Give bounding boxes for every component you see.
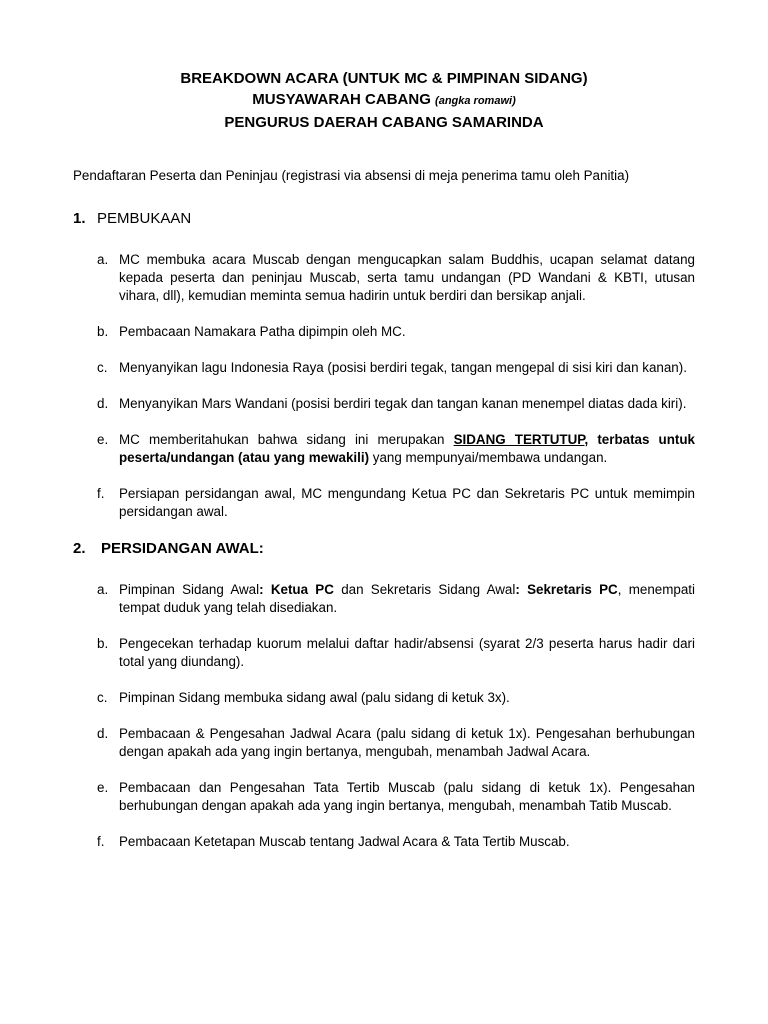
section-title: PEMBUKAAN (97, 210, 192, 227)
section-title: PERSIDANGAN AWAL: (101, 540, 264, 557)
item-text: Menyanyikan Mars Wandani (posisi berdiri tegak dan tangan kanan menempel diatas dada kiri). (119, 396, 687, 411)
item-text: Menyanyikan lagu Indonesia Raya (posisi berdiri tegak, tangan mengepal di sisi kiri dan kanan). (119, 360, 687, 375)
item-letter: b. (97, 636, 109, 651)
list-item (73, 485, 695, 521)
header-subtitle-main: MUSYAWARAH CABANG (252, 91, 431, 108)
list-item (73, 323, 695, 341)
section-pembukaan-list (73, 251, 695, 521)
list-item (73, 431, 695, 467)
item-text-part: , menempati tempat duduk yang telah disediakan. (119, 582, 695, 615)
section-number: 1. (73, 210, 86, 227)
item-letter: e. (97, 432, 109, 447)
item-text-bold: : Ketua PC (259, 582, 334, 597)
sidang-tertutup-emphasis: SIDANG TERTUTUP (453, 432, 585, 447)
item-letter: d. (97, 726, 109, 741)
item-text: Pembacaan Ketetapan Muscab tentang Jadwal Acara & Tata Tertib Muscab. (119, 834, 570, 849)
item-letter: f. (97, 834, 105, 849)
item-letter: c. (97, 360, 108, 375)
document-header (73, 68, 695, 133)
item-letter: a. (97, 252, 109, 267)
header-subtitle-note: (angka romawi) (435, 95, 516, 107)
section-persidangan-awal-list (73, 581, 695, 851)
header-title: BREAKDOWN ACARA (UNTUK MC & PIMPINAN SIDANG) (180, 70, 588, 87)
item-text-bold: : Sekretaris PC (515, 582, 618, 597)
item-text: Pengecekan terhadap kuorum melalui daftar hadir/absensi (syarat 2/3 peserta harus hadir dari total yang diundang). (119, 636, 695, 669)
header-subtitle (73, 89, 695, 112)
item-text: Pembacaan dan Pengesahan Tata Tertib Muscab (palu sidang di ketuk 1x). Pengesahan berhubungan dengan apakah ada yang ingin bertanya, mengubah, menambah Tatib Muscab. (119, 780, 695, 813)
list-item (73, 635, 695, 671)
item-letter: b. (97, 324, 109, 339)
item-text: Persiapan persidangan awal, MC mengundang Ketua PC dan Sekretaris PC untuk memimpin persidangan awal. (119, 486, 695, 519)
item-letter: e. (97, 780, 109, 795)
item-text: Pembacaan Namakara Patha dipimpin oleh MC. (119, 324, 406, 339)
item-text (119, 431, 695, 467)
list-item (73, 581, 695, 617)
section-heading-pembukaan (73, 209, 695, 229)
item-letter: a. (97, 582, 109, 597)
list-item (73, 689, 695, 707)
header-organization: PENGURUS DAERAH CABANG SAMARINDA (224, 114, 544, 131)
item-text: Pembacaan & Pengesahan Jadwal Acara (palu sidang di ketuk 1x). Pengesahan berhubungan dengan apakah ada yang ingin bertanya, mengubah, menambah Jadwal Acara. (119, 726, 695, 759)
item-text-post: yang mempunyai/membawa undangan. (369, 450, 608, 465)
list-item (73, 359, 695, 377)
item-text-part: dan Sekretaris Sidang Awal (333, 582, 516, 597)
item-text-part: Pimpinan Sidang Awal (119, 582, 260, 597)
list-item (73, 395, 695, 413)
item-text (119, 581, 695, 617)
item-letter: d. (97, 396, 109, 411)
item-text-bold: , terbatas untuk peserta/undangan (atau yang mewakili) (119, 432, 695, 465)
list-item (73, 833, 695, 851)
list-item (73, 725, 695, 761)
item-text: Pimpinan Sidang membuka sidang awal (palu sidang di ketuk 3x). (119, 690, 510, 705)
intro-paragraph: Pendaftaran Peserta dan Peninjau (registrasi via absensi di meja penerima tamu oleh Panitia) (73, 168, 630, 183)
item-text-pre: MC memberitahukan bahwa sidang ini merupakan (119, 432, 454, 447)
item-letter: f. (97, 486, 105, 501)
section-number: 2. (73, 540, 86, 557)
item-text: MC membuka acara Muscab dengan mengucapkan salam Buddhis, ucapan selamat datang kepada peserta dan peninjau Muscab, serta tamu undangan (PD Wandani & KBTI, utusan vihara, dll), kemudian meminta semua hadirin untuk berdiri dan bersikap anjali. (119, 252, 695, 303)
item-letter: c. (97, 690, 108, 705)
section-heading-persidangan-awal (73, 539, 695, 559)
list-item (73, 779, 695, 815)
list-item (73, 251, 695, 305)
